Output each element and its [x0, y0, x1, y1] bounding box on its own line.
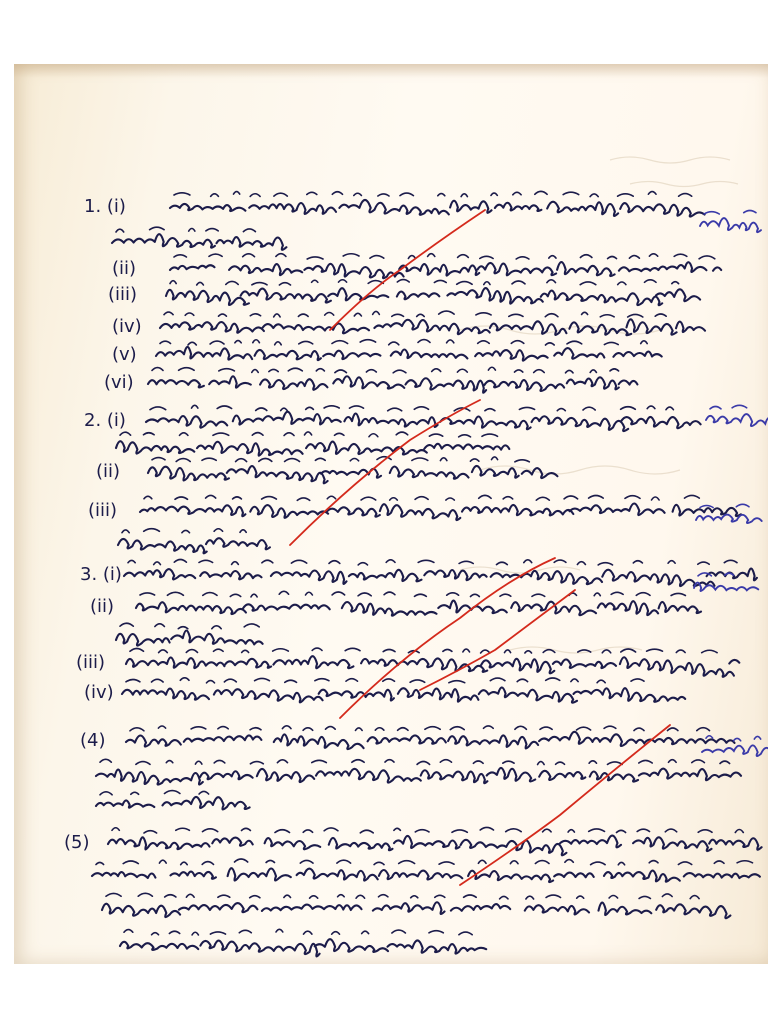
margin-note-5	[702, 745, 768, 757]
marker-a1-ii: (ii)	[112, 258, 137, 279]
margin-note-1	[700, 218, 768, 232]
marker-a1-vi: (vi)	[104, 372, 134, 393]
handwriting-a2-iii-cont	[118, 538, 276, 553]
marker-a5-1: (5)	[64, 832, 90, 853]
handwriting-a1-iv	[160, 319, 705, 335]
handwriting-a1-i-cont	[112, 234, 286, 250]
handwriting-a2-iii-cont-headline	[122, 529, 246, 533]
handwriting-a4-2-headline	[100, 759, 730, 764]
handwriting-a4-3-headline	[100, 791, 209, 795]
margin-note-2	[706, 414, 768, 429]
marker-a3-iii: (iii)	[76, 652, 106, 673]
handwriting-a2-i-cont-headline	[120, 432, 498, 437]
handwriting-a1-i-cont-headline	[116, 227, 255, 232]
handwriting-a2-iii-headline	[144, 495, 699, 500]
margin-note-2-headline	[710, 405, 747, 409]
marker-a1-v: (v)	[112, 344, 137, 365]
marker-a3-i: 3. (i)	[80, 564, 122, 585]
handwriting-a5-3-headline	[106, 893, 699, 899]
handwriting-a4-3	[96, 797, 250, 810]
handwriting-a2-ii-headline	[152, 457, 529, 462]
handwriting-a1-vi-headline	[152, 367, 619, 373]
handwriting-a2-i-cont	[116, 441, 521, 456]
handwriting-a2-i	[146, 412, 701, 431]
handwriting-a3-iii-headline	[130, 648, 717, 653]
handwriting-a5-2-headline	[96, 859, 753, 865]
handwriting-a3-i-headline	[128, 560, 737, 565]
handwriting-a3-i	[124, 569, 757, 587]
handwriting-a1-iii	[166, 288, 700, 305]
handwriting-a3-ii	[136, 601, 701, 616]
handwriting-a2-i-headline	[150, 405, 673, 411]
handwriting-a1-v	[156, 347, 671, 361]
handwriting-a3-ii-headline	[140, 591, 685, 597]
margin-note-3-headline	[700, 504, 749, 507]
handwriting-a1-ii-headline	[174, 254, 715, 259]
handwriting-a1-v-headline	[160, 340, 647, 345]
handwriting-a3-iii	[126, 656, 739, 677]
handwriting-a5-3	[102, 902, 730, 918]
marker-a1-i: 1. (i)	[84, 196, 126, 217]
handwriting-a4-1-headline	[130, 726, 710, 731]
handwriting-a1-iii-headline	[170, 280, 679, 285]
marker-a1-iv: (iv)	[112, 316, 142, 337]
marker-a4-1: (4)	[80, 730, 106, 751]
handwriting-a5-1	[108, 836, 762, 856]
marker-a2-iii: (iii)	[88, 500, 118, 521]
handwriting-a5-1-headline	[112, 827, 743, 833]
handwriting-a1-i	[170, 200, 705, 217]
handwriting-a1-ii	[170, 262, 721, 278]
handwriting-a5-4-headline	[124, 929, 472, 935]
marker-a1-iii: (iii)	[108, 284, 138, 305]
handwriting-a5-2	[92, 868, 768, 882]
marker-a3-ii: (ii)	[90, 596, 115, 617]
marker-a2-ii: (ii)	[96, 461, 121, 482]
marker-a3-iv: (iv)	[84, 682, 114, 703]
margin-note-1-headline	[704, 211, 756, 215]
handwriting-a1-vi	[148, 376, 637, 393]
handwriting-a3-ii-cont	[116, 631, 263, 646]
marker-a2-i: 2. (i)	[84, 410, 126, 431]
handwriting-a5-4	[120, 939, 492, 956]
handwriting-a4-1	[126, 732, 735, 749]
handwriting-a3-ii-cont-headline	[120, 623, 259, 628]
margin-note-3	[696, 515, 768, 523]
handwriting-a1-iv-headline	[164, 311, 666, 317]
handwriting-a1-i-headline	[174, 191, 692, 196]
handwriting-a2-ii	[148, 466, 557, 483]
handwriting-a3-iv-headline	[126, 678, 644, 683]
handwriting-a4-2	[96, 768, 745, 785]
handwriting-a2-iii	[140, 504, 741, 521]
handwriting-a3-iv	[122, 687, 685, 702]
